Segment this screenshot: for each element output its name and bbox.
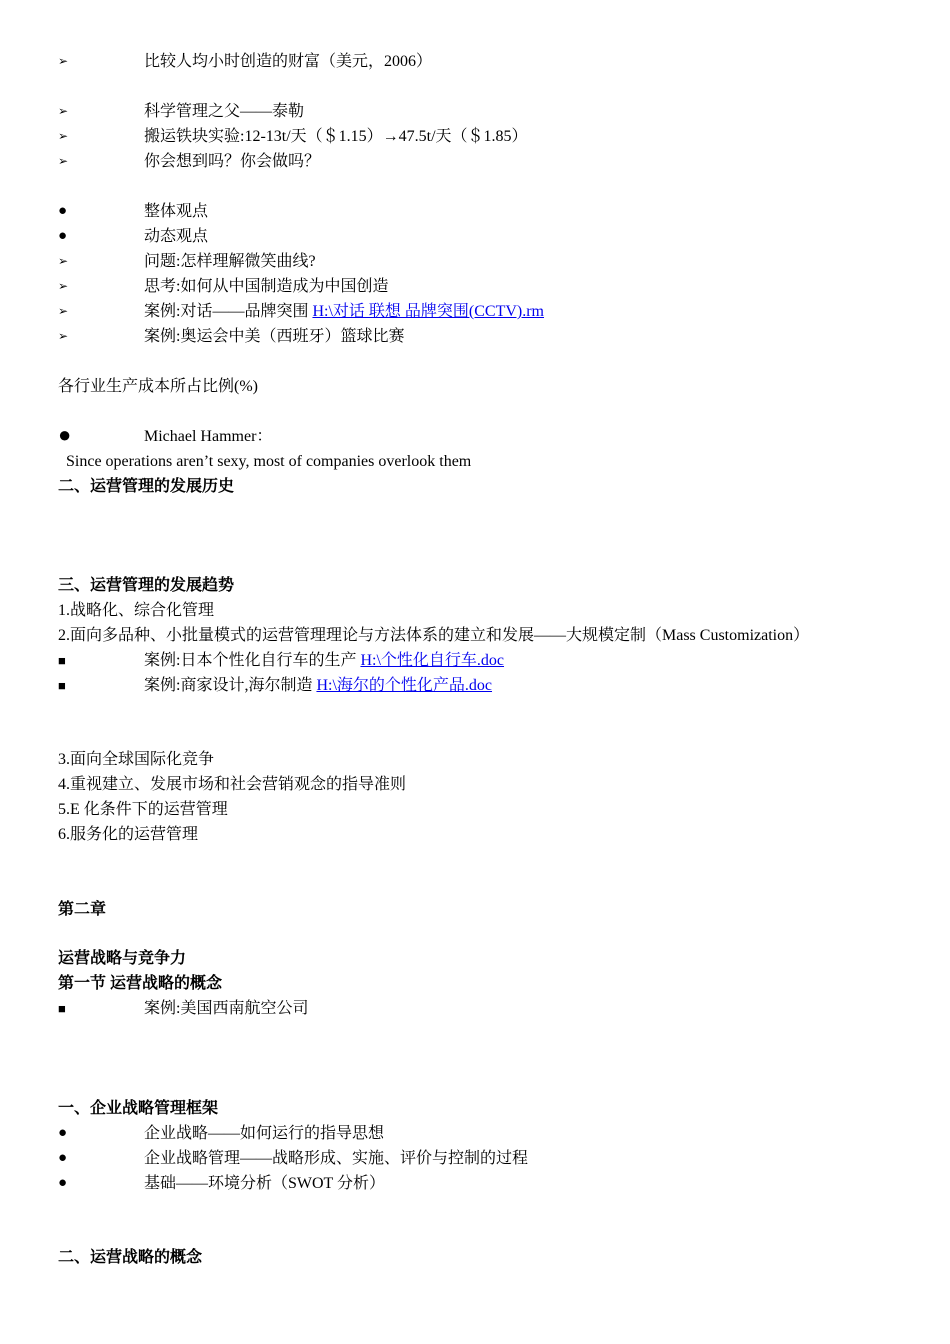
list-item-text: 企业战略——如何运行的指导思想 [144, 1125, 385, 1142]
dot-bullet-icon: ● [58, 1125, 68, 1141]
arrow-bullet-icon: ➢ [58, 279, 69, 293]
arrow-bullet-icon: ➢ [58, 254, 69, 268]
list-item-text [144, 648, 504, 673]
heading-text: 二、运营战略的概念 [58, 1249, 203, 1266]
list-item-text: 比较人均小时创造的财富（美元，2006） [144, 53, 433, 70]
arrow-bullet-icon: ➢ [58, 154, 69, 168]
dot-bullet-icon: ● [58, 1150, 68, 1166]
heading-text: 二、运营管理的发展历史 [58, 478, 235, 495]
list-item-text: 你会想到吗？你会做吗？ [144, 153, 321, 170]
list-item-text: 企业战略管理——战略形成、实施、评价与控制的过程 [144, 1150, 529, 1167]
case-label: 案例:日本个性化自行车的生产 [144, 652, 361, 669]
square-bullet-icon: ■ [58, 678, 66, 693]
square-bullet-icon: ■ [58, 1001, 66, 1016]
quote-text: Since operations aren’t sexy, most of companies overlook them [66, 453, 472, 470]
list-item-text: 案例:美国西南航空公司 [144, 1000, 309, 1017]
square-bullet-icon: ■ [58, 653, 66, 668]
list-item-text: 问题:怎样理解微笑曲线? [144, 253, 316, 270]
arrow-bullet-icon: ➢ [58, 129, 69, 143]
heading-text: 运营战略与竞争力 [58, 950, 187, 967]
paragraph-text: 2.面向多品种、小批量模式的运营管理理论与方法体系的建立和发展——大规模定制（Mass Customization） [58, 627, 810, 644]
list-item-text: 搬运铁块实验:12-13t/天（＄1.15）→47.5t/天（＄1.85） [144, 128, 528, 145]
dot-bullet-icon: ● [58, 203, 68, 219]
arrow-bullet-icon: ➢ [58, 304, 69, 318]
list-item-text: 案例:奥运会中美（西班牙）篮球比赛 [144, 328, 405, 345]
list-item-text: 整体观点 [144, 203, 209, 220]
paragraph-text: 6.服务化的运营管理 [58, 826, 199, 843]
dot-bullet-icon: ● [58, 1175, 68, 1191]
case-file-link[interactable]: H:\对话 联想 品牌突围(CCTV).rm [312, 303, 545, 320]
heading-text: 第二章 [58, 901, 107, 918]
dot-bullet-icon: ● [58, 422, 72, 447]
paragraph-text: 各行业生产成本所占比例(%) [58, 378, 258, 395]
heading-text: 三、运营管理的发展趋势 [58, 577, 235, 594]
arrow-bullet-icon: ➢ [58, 104, 69, 118]
list-item-text: Michael Hammer： [144, 428, 273, 445]
list-item-text: 思考:如何从中国制造成为中国创造 [144, 278, 389, 295]
heading-text: 一、企业战略管理框架 [58, 1100, 219, 1117]
dot-bullet-icon: ● [58, 228, 68, 244]
paragraph-text: 3.面向全球国际化竞争 [58, 751, 215, 768]
list-item-text: 科学管理之父——泰勒 [144, 103, 305, 120]
arrow-bullet-icon: ➢ [58, 329, 69, 343]
arrow-bullet-icon: ➢ [58, 54, 69, 68]
paragraph-text: 4.重视建立、发展市场和社会营销观念的指导准则 [58, 776, 407, 793]
paragraph-text: 5.E 化条件下的运营管理 [58, 801, 228, 818]
paragraph-text: 1.战略化、综合化管理 [58, 602, 215, 619]
list-item-text: 基础——环境分析（SWOT 分析） [144, 1175, 386, 1192]
list-item-text [144, 673, 492, 698]
case-file-link[interactable]: H:\个性化自行车.doc [360, 652, 505, 669]
case-label: 案例:对话——品牌突围 [144, 303, 313, 320]
list-item-text: 动态观点 [144, 228, 209, 245]
heading-text: 第一节 运营战略的概念 [58, 975, 223, 992]
case-label: 案例:商家设计,海尔制造 [144, 677, 317, 694]
list-item-text [144, 299, 544, 324]
case-file-link[interactable]: H:\海尔的个性化产品.doc [316, 677, 493, 694]
